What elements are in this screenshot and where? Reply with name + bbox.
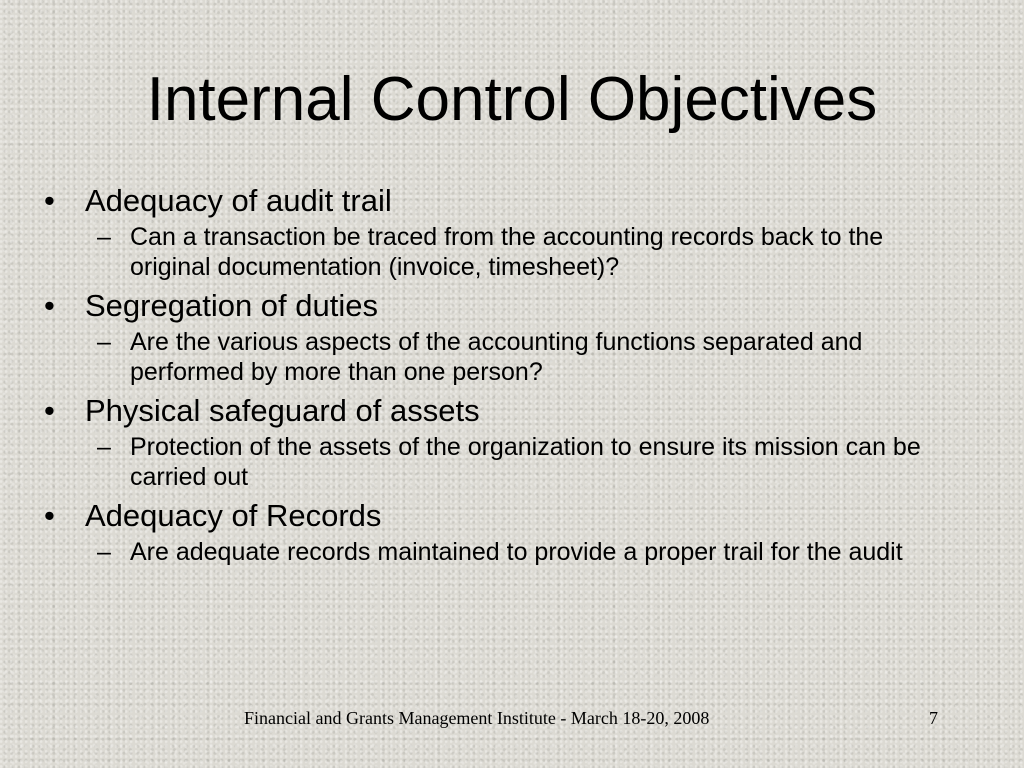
bullet-item-segregation — [44, 287, 924, 387]
bullet-list — [44, 182, 924, 572]
dash-icon: – — [97, 538, 111, 566]
page-number: 7 — [929, 708, 938, 728]
sub-bullet-text: Are the various aspects of the accounting functions separated and performed by more than one person? — [130, 328, 863, 386]
sub-bullet — [85, 327, 924, 387]
bullet-icon: • — [44, 288, 55, 323]
sub-bullet — [85, 432, 924, 492]
bullet-text: Segregation of duties — [85, 288, 378, 323]
bullet-text: Adequacy of audit trail — [85, 183, 392, 218]
sub-bullet — [85, 537, 924, 567]
bullet-item-records — [44, 497, 924, 567]
dash-icon: – — [97, 328, 111, 356]
sub-bullet-text: Protection of the assets of the organization to ensure its mission can be carried out — [130, 433, 921, 491]
sub-bullet-text: Can a transaction be traced from the accounting records back to the original documentation (invoice, timesheet)? — [130, 223, 884, 281]
dash-icon: – — [97, 223, 111, 251]
dash-icon: – — [97, 433, 111, 461]
footer-text: Financial and Grants Management Institute - March 18-20, 2008 — [244, 708, 710, 728]
bullet-icon: • — [44, 393, 55, 428]
slide-title: Internal Control Objectives — [146, 65, 878, 134]
bullet-item-physical-safeguard — [44, 392, 924, 492]
bullet-text: Physical safeguard of assets — [85, 393, 480, 428]
bullet-item-audit-trail — [44, 182, 924, 282]
sub-bullet-text: Are adequate records maintained to provide a proper trail for the audit — [130, 538, 903, 566]
bullet-text: Adequacy of Records — [85, 498, 382, 533]
bullet-icon: • — [44, 183, 55, 218]
sub-bullet — [85, 222, 924, 282]
bullet-icon: • — [44, 498, 55, 533]
